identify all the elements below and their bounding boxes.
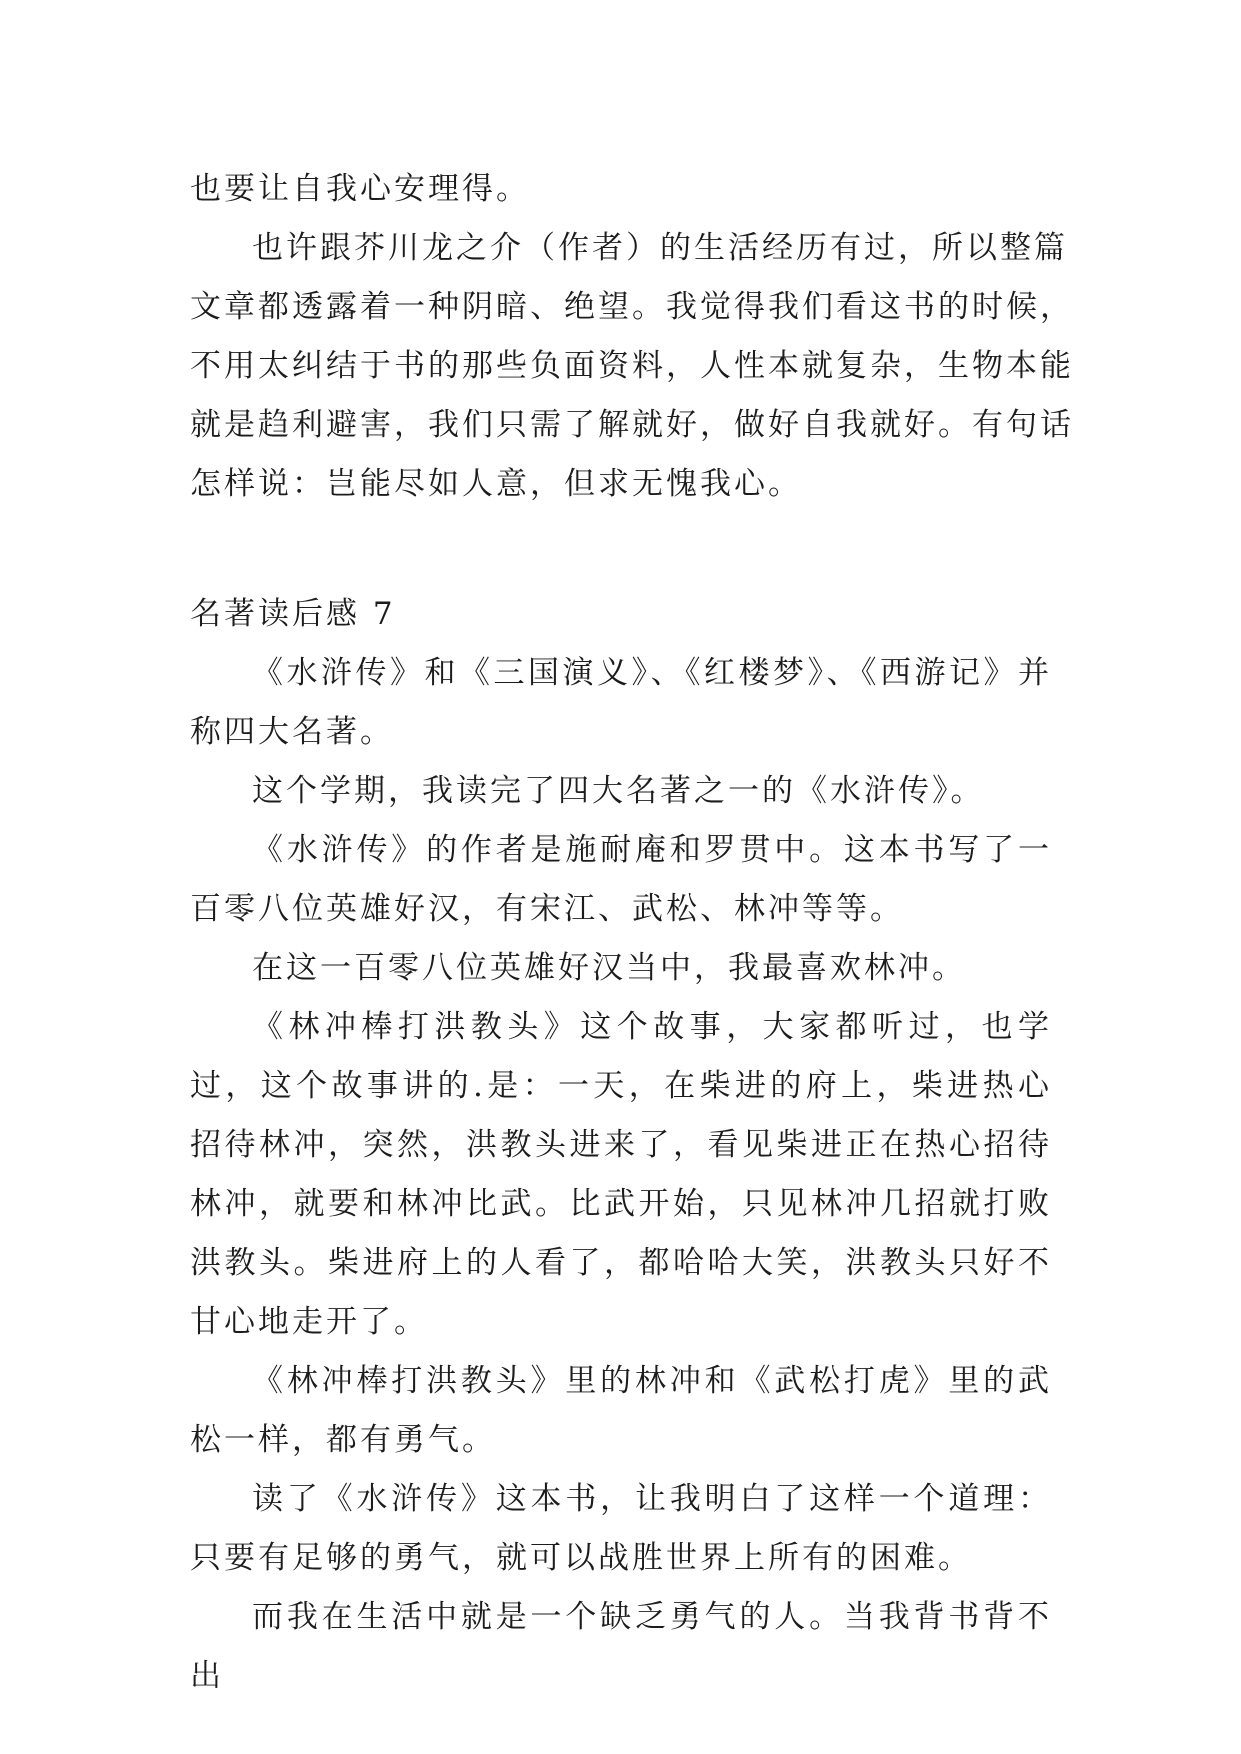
paragraph-line: 不用太纠结于书的那些负面资料，人性本就复杂，生物本能 — [190, 348, 1074, 384]
document-body — [190, 160, 1074, 1706]
paragraph: 《水浒传》和《三国演义》、《红楼梦》、《西游记》并称四大名著。 — [190, 655, 1052, 750]
paragraph-line: 就是趋利避害，我们只需了解就好，做好自我就好。有句话 — [190, 407, 1074, 443]
section-title: 名著读后感 7 — [190, 596, 396, 632]
paragraph-line: 怎样说：岂能尽如人意，但求无愧我心。 — [190, 466, 802, 502]
paragraph-line: 文章都透露着一种阴暗、绝望。我觉得我们看这书的时候， — [190, 289, 1074, 325]
paragraph: 这个学期，我读完了四大名著之一的《水浒传》。 — [252, 773, 985, 809]
paragraph: 《林冲棒打洪教头》这个故事，大家都听过，也学过，这个故事讲的.是：一天，在柴进的府上，柴进热心招待林冲，突然，洪教头进来了，看见柴进正在热心招待林冲，就要和林冲比武。比武开始，只见林冲几招就打败洪教头。柴进府上的人看了，都哈哈大笑，洪教头只好不甘心地走开了。 — [190, 1009, 1052, 1340]
paragraph: 而我在生活中就是一个缺乏勇气的人。当我背书背不出 — [190, 1599, 1052, 1694]
paragraph: 读了《水浒传》这本书，让我明白了这样一个道理：只要有足够的勇气，就可以战胜世界上所有的困难。 — [190, 1481, 1052, 1576]
paragraph: 在这一百零八位英雄好汉当中，我最喜欢林冲。 — [252, 950, 966, 986]
continuation-line: 也要让自我心安理得。 — [190, 171, 530, 207]
paragraph: 《林冲棒打洪教头》里的林冲和《武松打虎》里的武松一样，都有勇气。 — [190, 1363, 1052, 1458]
paragraph: 《水浒传》的作者是施耐庵和罗贯中。这本书写了一百零八位英雄好汉，有宋江、武松、林冲等等。 — [190, 832, 1052, 927]
paragraph-line: 也许跟芥川龙之介（作者）的生活经历有过，所以整篇 — [252, 230, 1068, 266]
